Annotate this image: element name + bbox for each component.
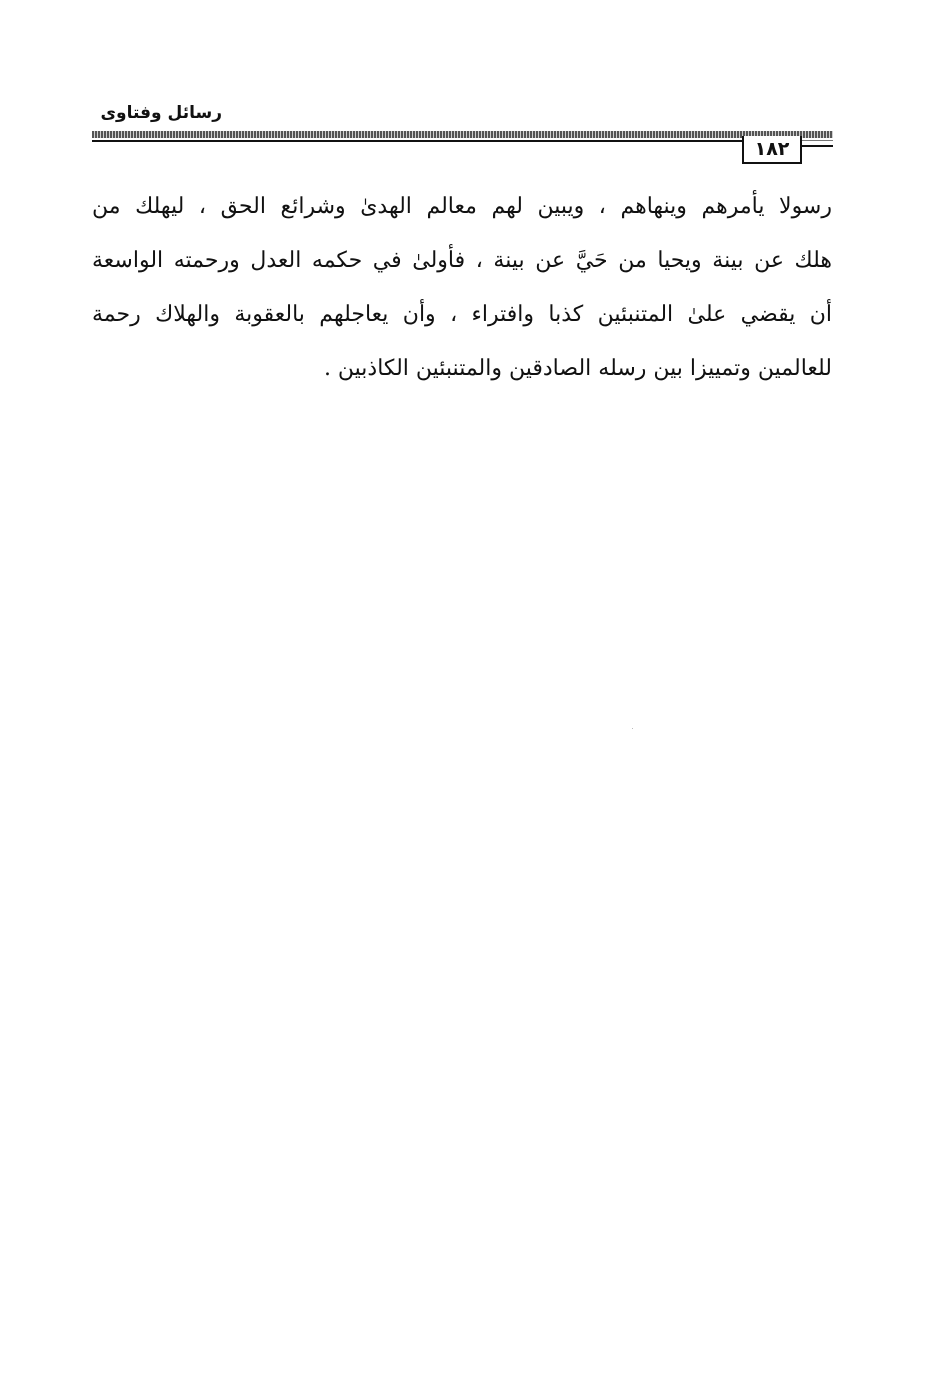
header-rule-underline (92, 140, 742, 142)
page-number: ١٨٢ (742, 136, 802, 164)
body-paragraph (92, 180, 832, 396)
scan-speck (632, 728, 633, 729)
header-rule (92, 131, 833, 138)
body-line: أن يقضي علىٰ المتنبئين كذبا وافتراء ، وأن يعاجلهم بالعقوبة والهلاك رحمة (92, 302, 832, 327)
body-line: هلك عن بينة ويحيا من حَيَّ عن بينة ، فأولىٰ في حكمه العدل ورحمته الواسعة (92, 248, 832, 273)
body-line: رسولا يأمرهم وينهاهم ، ويبين لهم معالم الهدىٰ وشرائع الحق ، ليهلك من (92, 194, 832, 219)
body-line: للعالمين وتمييزا بين رسله الصادقين والمتنبئين الكاذبين . (323, 356, 832, 381)
running-header-title: رسائل وفتاوى (100, 103, 222, 123)
header-rule-tail (802, 145, 833, 147)
header-rule-tail-thin (802, 140, 833, 141)
